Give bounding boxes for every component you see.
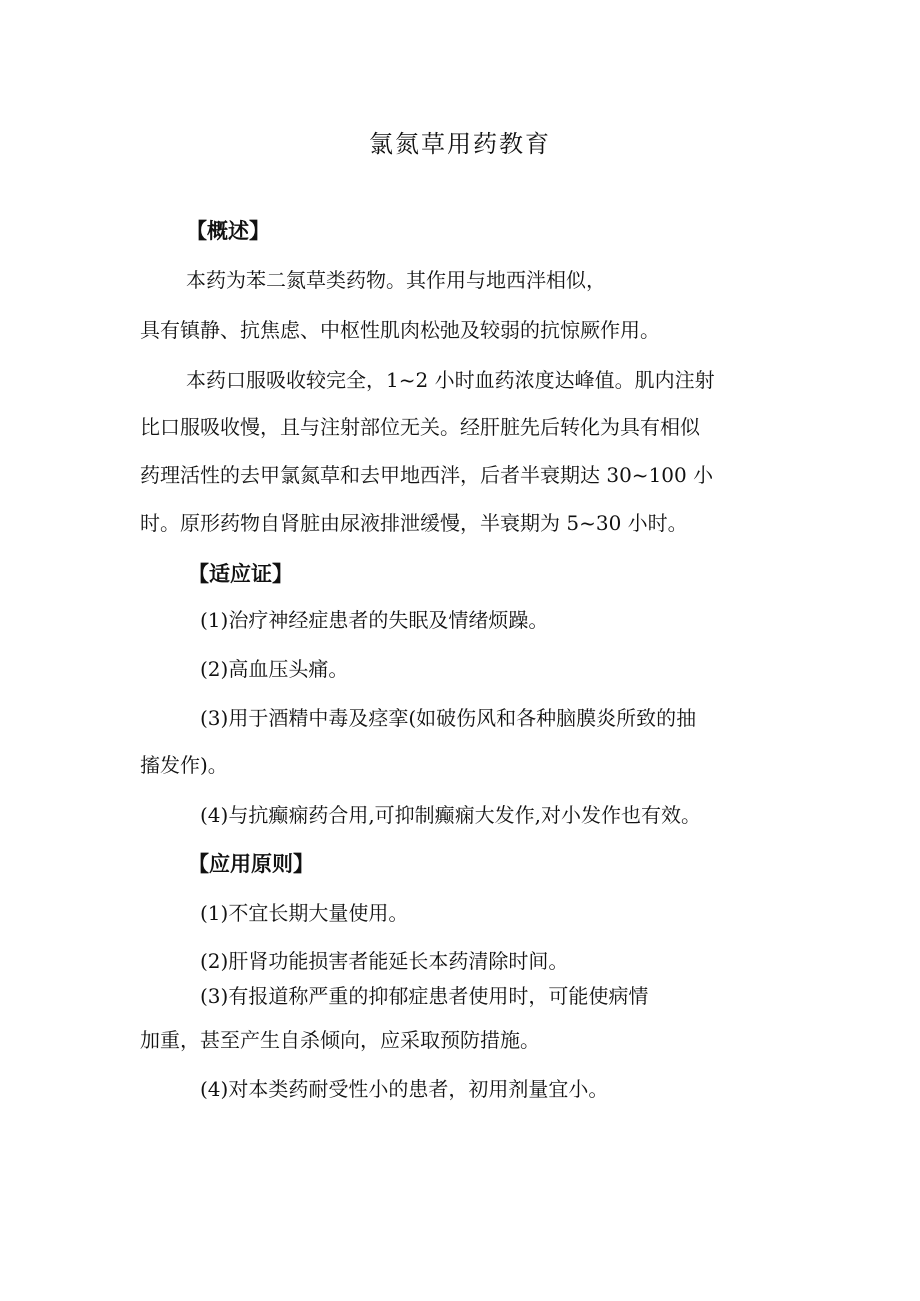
paragraph-line: 时。原形药物自肾脏由尿液排泄缓慢，半衰期为 5~30 小时。 [140, 511, 688, 535]
list-item: (4)与抗癫痫药合用,可抑制癫痫大发作,对小发作也有效。 [200, 803, 702, 827]
paragraph-line: 药理活性的去甲氯氮草和去甲地西泮，后者半衰期达 30~100 小 [140, 463, 714, 487]
list-item: (1)不宜长期大量使用。 [200, 901, 409, 925]
list-item: (1)治疗神经症患者的失眠及情绪烦躁。 [200, 608, 549, 632]
paragraph-line: 比口服吸收慢，且与注射部位无关。经肝脏先后转化为具有相似 [140, 415, 700, 439]
paragraph-line: 本药为苯二氮草类药物。其作用与地西泮相似， [186, 268, 606, 292]
list-item: (3)有报道称严重的抑郁症患者使用时，可能使病情 [200, 984, 649, 1008]
paragraph-line: 本药口服吸收较完全，1~2 小时血药浓度达峰值。肌内注射 [186, 368, 715, 392]
list-item-continuation: 加重，甚至产生自杀倾向，应采取预防措施。 [140, 1028, 540, 1052]
list-item: (3)用于酒精中毒及痉挛(如破伤风和各种脑膜炎所致的抽 [200, 706, 697, 730]
document-title: 氯氮草用药教育 [369, 130, 551, 158]
list-item-continuation: 搐发作)。 [140, 753, 228, 777]
list-item: (2)肝肾功能损害者能延长本药清除时间。 [200, 949, 569, 973]
section-heading-indications: 【适应证】 [188, 561, 293, 586]
list-item: (4)对本类药耐受性小的患者，初用剂量宜小。 [200, 1077, 609, 1101]
section-heading-overview: 【概述】 [186, 218, 270, 243]
paragraph-line: 具有镇静、抗焦虑、中枢性肌肉松弛及较弱的抗惊厥作用。 [140, 318, 660, 342]
section-heading-principles: 【应用原则】 [188, 851, 314, 876]
list-item: (2)高血压头痛。 [200, 657, 349, 681]
